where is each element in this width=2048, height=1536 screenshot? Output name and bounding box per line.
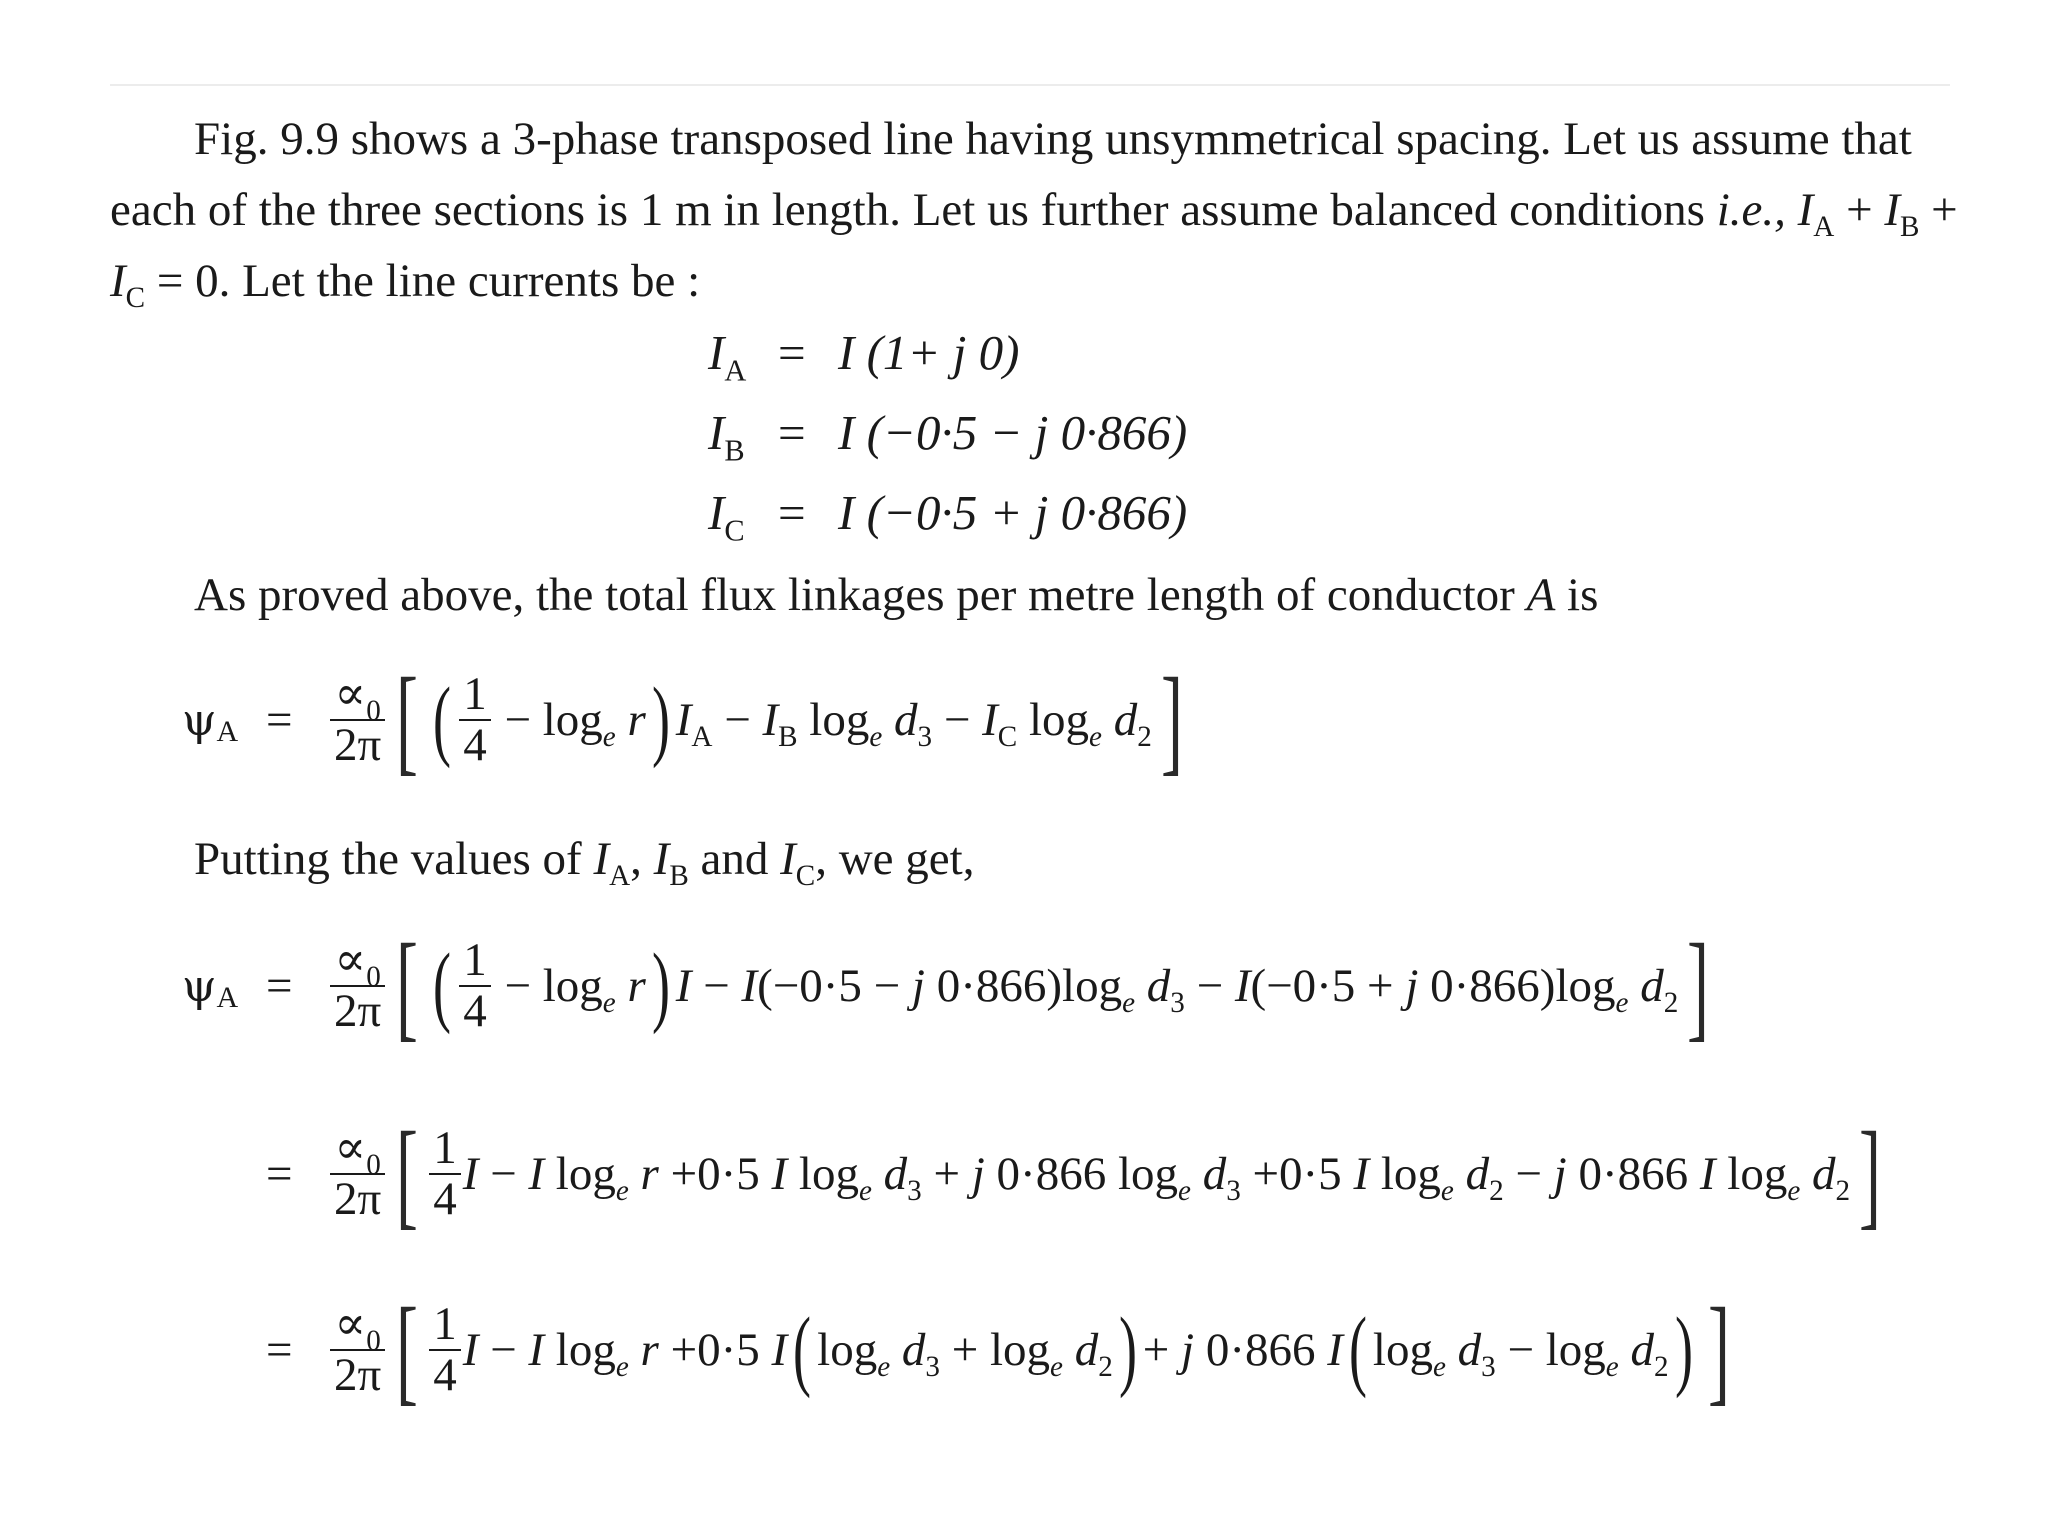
text-proved-above: As proved above, the total flux linkages per metre length of conductor A is (194, 569, 1599, 621)
current-IC: $I_C = I$ (−0·5 + j 0·866) (708, 485, 1188, 548)
text-putting-values: Putting the values of $I_A$, $I_B$ and $I_C$, we get, (194, 833, 975, 893)
current-IB: $I_B = I$ (−0·5 − j 0·866) (708, 405, 1188, 468)
equation-step-4: = $\frac{\propto_0}{2\pi}$ [ $\frac{1}{4}$ I − I $\log_e r +0\cdot 5$ I ( $\log_e d_3 + \log_e d_2$ ) + j 0·866 I ( $\log_e d_3 - \log_e d_2$ ) ] (266, 1283, 1730, 1416)
equation-step-3: = $\frac{\propto_0}{2\pi}$ [ $\frac{1}{4}$ I − I $\log_e r +0\cdot 5$ I $\log_e d_3 + j$ 0·866 $\log_e d_3 +0\cdot 5$ I $\log_e d_2 - j$ 0·866 I $\log_e d_2$ ] (266, 1107, 1882, 1240)
equation-psi-a-1: $\psi_A$ = $\frac{\propto_0}{2\pi}$ [ ( $\frac{1}{4}$ − $\log_e r$ ) $I_A - I_B$ $\log_e d_3 - I_C$ $\log_e d_2$ ] (182, 653, 1183, 786)
current-IA: $I_A = I$ (1+ j 0) (708, 325, 1020, 388)
top-rule (110, 84, 1950, 86)
equation-psi-a-2: $\psi_A$ = $\frac{\propto_0}{2\pi}$ [ ( $\frac{1}{4}$ − $\log_e r$ ) I − I(−0·5 − j $0\cdot 866)\log_e$ $d_3 - I(-0\cdot 5 + j$ $0\cdot 866)\log_e$ $d_2$ ] (182, 919, 1710, 1052)
intro-paragraph: Fig. 9.9 shows a 3-phase transposed line having unsymmetrical spacing. Let us assume that each of the three sections is 1 m in length. Let us further assume balanced conditions i.e., $I_A + I_B$ + $I_C = 0$. Let the line currents be : (110, 113, 1958, 315)
